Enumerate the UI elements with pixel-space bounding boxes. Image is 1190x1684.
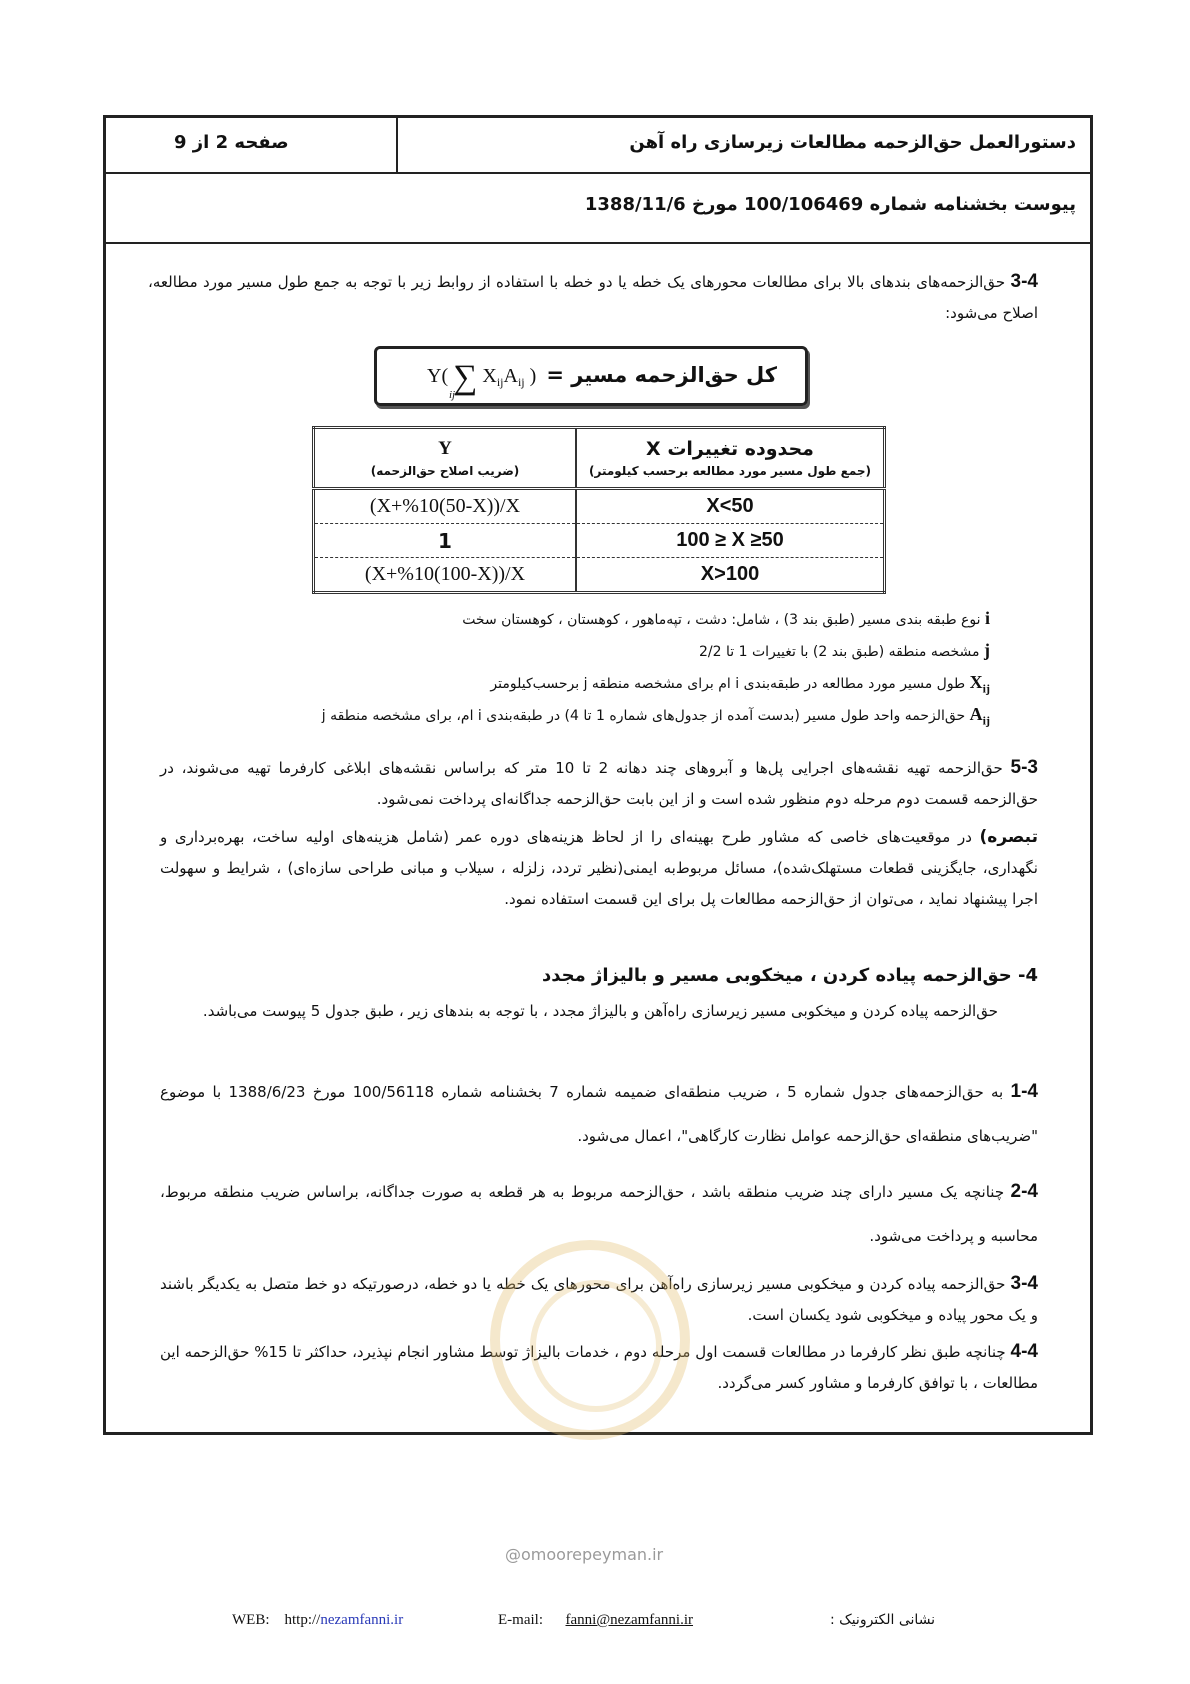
cell-y: 1 xyxy=(314,524,577,558)
formula-prefix: Y( xyxy=(427,365,449,387)
header-y xyxy=(314,428,577,489)
sigma-symbol: ∑ xyxy=(453,359,478,396)
web-link[interactable] xyxy=(285,1612,404,1628)
paragraph-3-5 xyxy=(160,752,1038,815)
footer-email xyxy=(498,1612,693,1629)
cell-y: (X+%10(100-X))/X xyxy=(314,558,577,593)
note-paragraph xyxy=(160,822,1038,915)
paragraph-text: حق‌الزحمه پیاده کردن و میخکوبی مسیر زیرسازی راه‌آهن و بالیزاژ مجدد ، با توجه به بندهای زیر ، طبق جدول 5 پیوست می‌باشد. xyxy=(202,1002,998,1020)
page-number: صفحه 2 از 9 xyxy=(174,132,289,153)
symbol-sub: ij xyxy=(982,681,990,696)
sigma-subscript: ij xyxy=(449,389,456,401)
heading-text: 4- حق‌الزحمه پیاده کردن ، میخکوبی مسیر و بالیزاژ مجدد xyxy=(542,965,1038,986)
table-row xyxy=(314,489,885,524)
symbol-sub: ij xyxy=(982,713,990,728)
header-divider xyxy=(396,118,398,174)
symbol: j xyxy=(984,640,990,660)
footer-web xyxy=(232,1612,403,1629)
symbol xyxy=(969,672,990,696)
header-range xyxy=(576,428,885,489)
symbol xyxy=(969,704,990,728)
formula-box xyxy=(374,346,808,406)
header-y-title: Y xyxy=(438,438,452,459)
table-row xyxy=(314,524,885,558)
seal-inner-ring xyxy=(530,1280,662,1412)
header-y-sub: (ضریب اصلاح حق‌الزحمه) xyxy=(370,464,520,478)
watermark-site: @omoorepeyman.ir xyxy=(505,1545,664,1564)
clause-number: 1-4 xyxy=(1010,1081,1038,1102)
clause-number: 5-3 xyxy=(1010,757,1038,778)
definition-text: حق‌الزحمه واحد طول مسیر (بدست آمده از جدول‌های شماره 1 تا 4) در طبقه‌بندی i ام، برای مشخصه منطقه j xyxy=(321,708,966,724)
section-4-heading xyxy=(160,960,1038,992)
definition-xij xyxy=(490,672,990,697)
formula-a-sub: ij xyxy=(517,375,525,389)
clause-number: 3-4 xyxy=(1010,1273,1038,1294)
note-text: در موقعیت‌های خاصی که مشاور طرح بهینه‌ای را از لحاظ هزینه‌های دوره عمر (شامل هزینه‌های اولیه ساخت، بهره‌برداری و نگهداری، جایگزینی قطعات مستهلک‌شده)، مسائل مربوط‌به ایمنی(نظیر تردد، زلزله ، سیلاب و مبانی طراحی سازه‌ای) ، شرایط و سهولت اجرا پیشنهاد نماید ، می‌توان از حق‌الزحمه مطالعات پل برای این قسمت استفاده نمود. xyxy=(160,828,1038,908)
definition-text: نوع طبقه بندی مسیر (طبق بند 3) ، شامل: دشت ، تپه‌ماهور ، کوهستان ، کوهستان سخت xyxy=(462,612,981,628)
cell-range: X<50 xyxy=(576,489,885,524)
cell-range: 100 ≥ X ≥50 xyxy=(576,524,885,558)
clause-number: 2-4 xyxy=(1010,1181,1038,1202)
reference-row xyxy=(106,174,1090,244)
watermark-seal-icon xyxy=(490,1240,690,1440)
clause-text: به حق‌الزحمه‌های جدول شماره 5 ، ضریب منطقه‌ای ضمیمه شماره 7 بخشنامه شماره 100/56118 مورخ 1388/6/23 با موضوع "ضریب‌های منطقه‌ای حق‌الزحمه عوامل نظارت کارگاهی"، اعمال می‌شود. xyxy=(160,1083,1038,1145)
cell-y: (X+%10(50-X))/X xyxy=(314,489,577,524)
paragraph-4-1 xyxy=(160,1070,1038,1158)
table-row xyxy=(314,558,885,593)
document-title: دستورالعمل حق‌الزحمه مطالعات زیرسازی راه آهن xyxy=(629,132,1076,153)
clause-text: حق‌الزحمه تهیه نقشه‌های اجرایی پل‌ها و آبروهای چند دهانه 2 تا 10 متر که براساس نقشه‌های ابلاغی کارفرما تهیه می‌شوند، در حق‌الزحمه قسمت دوم مرحله دوم منظور شده است و از این بابت حق‌الزحمه جداگانه‌ای پرداخت نمی‌شود. xyxy=(160,759,1038,808)
clause-text: چنانچه طبق نظر کارفرما در مطالعات قسمت اول مرحله دوم ، خدمات بالیزاژ توسط مشاور انجام نپذیرد، حداکثر تا 15% حق‌الزحمه این مطالعات ، با توافق کارفرما و مشاور کسر می‌گردد. xyxy=(160,1343,1038,1392)
symbol-letter: X xyxy=(969,672,983,692)
formula-expression xyxy=(427,359,536,397)
clause-text: حق‌الزحمه پیاده کردن و میخکوبی مسیر زیرسازی راه‌آهن برای محورهای یک خطه یا دو خطه، درصورتیکه دو خط متصل به یکدیگر باشند و یک محور پیاده و میخکوبی شود یکسان است. xyxy=(160,1275,1038,1324)
clause-number: 4-4 xyxy=(1010,1341,1038,1362)
email-link[interactable]: fanni@nezamfanni.ir xyxy=(565,1612,694,1628)
footer-address-label: نشانی الکترونیک : xyxy=(830,1612,936,1628)
email-label: E-mail: xyxy=(498,1612,543,1628)
cell-range: X>100 xyxy=(576,558,885,593)
definition-j xyxy=(699,640,990,661)
web-domain: nezamfanni.ir xyxy=(320,1612,404,1628)
web-prefix: http:// xyxy=(284,1612,321,1628)
header-range-sub: (جمع طول مسیر مورد مطالعه برحسب کیلومتر) xyxy=(589,464,871,478)
clause-text: چنانچه یک مسیر دارای چند ضریب منطقه باشد ، حق‌الزحمه مربوط به هر قطعه به صورت جداگانه، براساس ضریب منطقه مربوط، محاسبه و پرداخت می‌شود. xyxy=(160,1183,1038,1245)
definition-aij xyxy=(322,704,990,729)
header-row xyxy=(106,118,1090,174)
formula-x: X xyxy=(482,365,497,387)
formula-a: A xyxy=(503,365,518,387)
symbol-letter: A xyxy=(969,704,983,724)
paragraph-4 xyxy=(160,996,998,1027)
adjustment-table xyxy=(312,426,886,594)
formula-x-sub: ij xyxy=(496,375,504,389)
definition-text: مشخصه منطقه (طبق بند 2) با تغییرات 1 تا 2/2 xyxy=(698,644,980,660)
note-label: تبصره) xyxy=(979,827,1038,847)
circular-reference: پیوست بخشنامه شماره 100/106469 مورخ 1388/11/6 xyxy=(584,194,1076,215)
table-header-row xyxy=(314,428,885,489)
clause-number: 3-4 xyxy=(1010,271,1038,292)
paragraph-3-4 xyxy=(148,266,1038,329)
formula-suffix: ) xyxy=(529,365,537,387)
definition-text: طول مسیر مورد مطالعه در طبقه‌بندی i ام برای مشخصه منطقه j برحسب‌کیلومتر xyxy=(490,676,966,692)
symbol: i xyxy=(984,608,990,628)
header-range-title: محدوده تغییرات X xyxy=(646,438,814,460)
formula-label: کل حق‌الزحمه مسیر = xyxy=(546,363,777,387)
clause-text: حق‌الزحمه‌های بندهای بالا برای مطالعات محورهای یک خطه یا دو خطه با استفاده از روابط زیر با توجه به جمع طول مسیر مورد مطالعه، اصلاح می‌شود: xyxy=(148,273,1038,322)
definition-i xyxy=(462,608,990,629)
web-label: WEB: xyxy=(232,1612,270,1628)
